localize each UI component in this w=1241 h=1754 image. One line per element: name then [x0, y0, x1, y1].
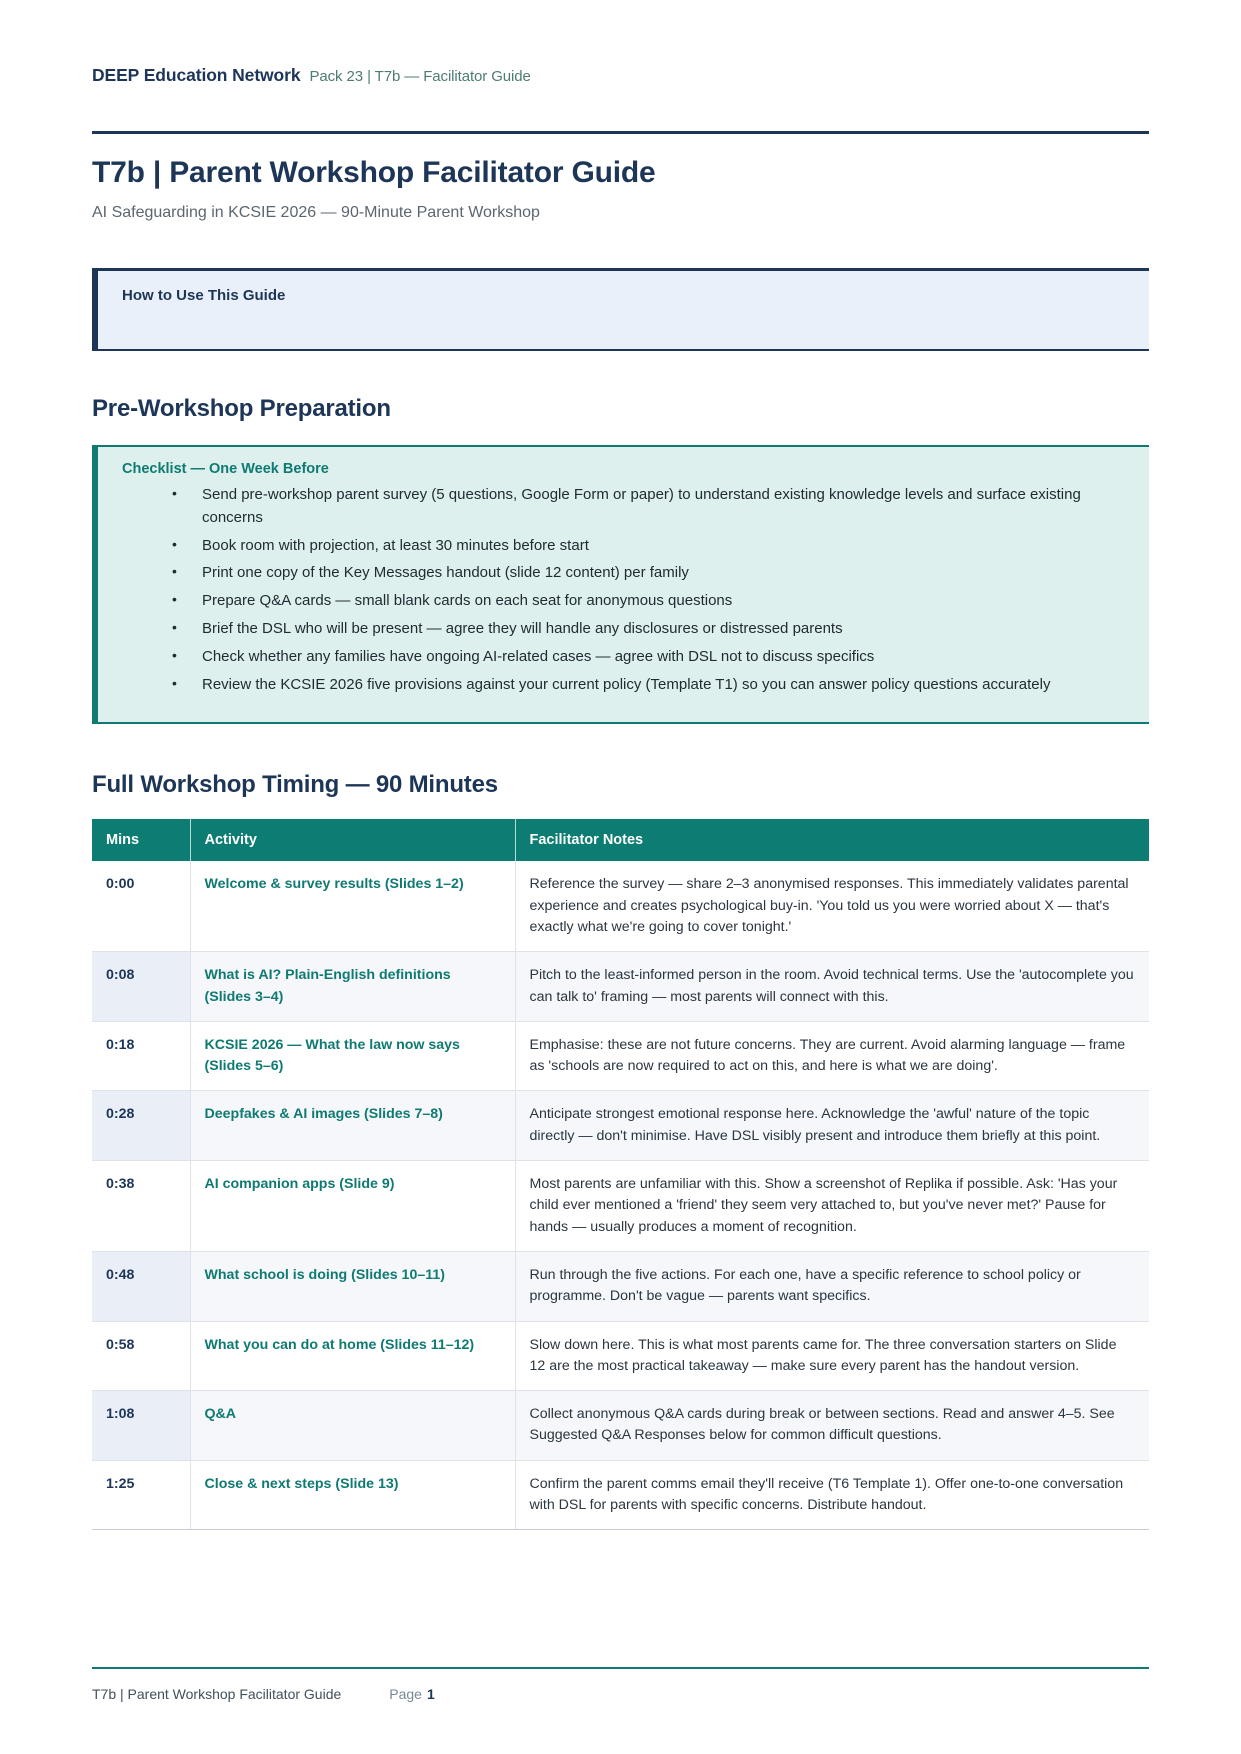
checklist-item [122, 535, 1129, 558]
bullet-icon: • [172, 591, 177, 608]
table-row [92, 1321, 1149, 1391]
cell-facilitator-notes: Confirm the parent comms email they'll receive (T6 Template 1). Offer one-to-one conversation with DSL for parents with specific concerns. Distribute handout. [515, 1460, 1149, 1530]
checklist-item [122, 674, 1129, 697]
checklist-item-text: Review the KCSIE 2026 five provisions against your current policy (Template T1) so you can answer policy questions accurately [202, 675, 1051, 693]
cell-facilitator-notes: Anticipate strongest emotional response here. Acknowledge the 'awful' nature of the topic directly — don't minimise. Have DSL visibly present and introduce them briefly at this point. [515, 1091, 1149, 1161]
checklist-item-text: Check whether any families have ongoing AI-related cases — agree with DSL not to discuss specifics [202, 647, 875, 665]
checklist-callout [92, 445, 1149, 722]
page-title: T7b | Parent Workshop Facilitator Guide [92, 156, 656, 189]
cell-facilitator-notes: Emphasise: these are not future concerns. They are current. Avoid alarming language — frame as 'schools are now required to act on this, and here is what we are doing'. [515, 1021, 1149, 1091]
checklist-item-text: Book room with projection, at least 30 minutes before start [202, 536, 589, 554]
cell-mins: 0:38 [92, 1161, 190, 1252]
brand-name: DEEP Education Network [92, 65, 301, 85]
cell-facilitator-notes: Pitch to the least-informed person in the room. Avoid technical terms. Use the 'autocomplete you can talk to' framing — most parents will connect with this. [515, 952, 1149, 1022]
bullet-icon: • [172, 674, 177, 691]
page-subtitle: AI Safeguarding in KCSIE 2026 — 90-Minute Parent Workshop [92, 204, 540, 221]
cell-activity: Q&A [190, 1391, 515, 1461]
cell-facilitator-notes: Reference the survey — share 2–3 anonymised responses. This immediately validates parental experience and creates psychological buy-in. 'You told us you were worried about X — that's exactly what we're going to cover tonight.' [515, 861, 1149, 951]
cell-mins: 0:18 [92, 1021, 190, 1091]
footer-page-indicator [389, 1686, 435, 1702]
checklist-item [122, 484, 1129, 530]
footer-page-number: 1 [426, 1686, 435, 1702]
bullet-icon: • [172, 618, 177, 635]
pack-reference: Pack 23 | T7b — Facilitator Guide [309, 68, 531, 85]
how-to-use-heading: How to Use This Guide [122, 287, 286, 304]
checklist-list [122, 484, 1129, 696]
cell-mins: 1:25 [92, 1460, 190, 1530]
bullet-icon: • [172, 485, 177, 501]
column-header-activity: Activity [190, 819, 515, 861]
cell-mins: 0:48 [92, 1251, 190, 1321]
cell-facilitator-notes: Slow down here. This is what most parents came for. The three conversation starters on Slide 12 are the most practical takeaway — make sure every parent has the handout version. [515, 1321, 1149, 1391]
cell-mins: 0:28 [92, 1091, 190, 1161]
cell-activity: What school is doing (Slides 10–11) [190, 1251, 515, 1321]
callout-bottom-divider [92, 349, 1149, 351]
cell-activity: What you can do at home (Slides 11–12) [190, 1321, 515, 1391]
cell-mins: 0:58 [92, 1321, 190, 1391]
table-header-row [92, 819, 1149, 861]
section-heading-timing: Full Workshop Timing — 90 Minutes [92, 771, 498, 799]
workshop-timing-table [92, 819, 1149, 1530]
checklist-item-text: Prepare Q&A cards — small blank cards on each seat for anonymous questions [202, 592, 733, 610]
table-body [92, 861, 1149, 1529]
cell-facilitator-notes: Run through the five actions. For each one, have a specific reference to school policy or programme. Don't be vague — parents want specifics. [515, 1251, 1149, 1321]
checklist-item [122, 618, 1129, 641]
table-row [92, 861, 1149, 951]
footer-page-label: Page [389, 1686, 422, 1702]
footer-divider [92, 1667, 1149, 1669]
checklist-bottom-divider [92, 722, 1149, 724]
table-row [92, 1251, 1149, 1321]
cell-mins: 1:08 [92, 1391, 190, 1461]
how-to-use-callout [92, 271, 1149, 349]
section-heading-preparation: Pre-Workshop Preparation [92, 395, 391, 422]
cell-activity: What is AI? Plain-English definitions (Slides 3–4) [190, 952, 515, 1022]
column-header-facilitator-notes: Facilitator Notes [515, 819, 1149, 861]
title-divider [92, 131, 1149, 134]
table-header [92, 819, 1149, 861]
checklist-item [122, 646, 1129, 669]
running-header [92, 55, 1149, 90]
page-footer [92, 1667, 1149, 1702]
cell-facilitator-notes: Most parents are unfamiliar with this. Show a screenshot of Replika if possible. Ask: 'Has your child ever mentioned a 'friend' they seem very attached to, but you've never met?' Pause for hands — usually produces a moment of recognition. [515, 1161, 1149, 1252]
checklist-item-text: Brief the DSL who will be present — agree they will handle any disclosures or distressed parents [202, 619, 843, 637]
footer-document-label: T7b | Parent Workshop Facilitator Guide [92, 1686, 342, 1702]
table-row [92, 1460, 1149, 1530]
checklist-item-text: Send pre-workshop parent survey (5 questions, Google Form or paper) to understand existing knowledge levels and surface existing concerns [202, 486, 1081, 526]
bullet-icon: • [172, 563, 177, 580]
checklist-item-text: Print one copy of the Key Messages handout (slide 12 content) per family [202, 564, 689, 582]
footer-row [92, 1686, 1149, 1702]
checklist-item [122, 590, 1129, 613]
cell-activity: AI companion apps (Slide 9) [190, 1161, 515, 1252]
bullet-icon: • [172, 646, 177, 663]
cell-facilitator-notes: Collect anonymous Q&A cards during break or between sections. Read and answer 4–5. See Suggested Q&A Responses below for common difficult questions. [515, 1391, 1149, 1461]
checklist-item [122, 562, 1129, 585]
table-row [92, 952, 1149, 1022]
column-header-mins: Mins [92, 819, 190, 861]
table-row [92, 1391, 1149, 1461]
table-row [92, 1091, 1149, 1161]
cell-activity: KCSIE 2026 — What the law now says (Slides 5–6) [190, 1021, 515, 1091]
bullet-icon: • [172, 535, 177, 552]
checklist-title: Checklist — One Week Before [122, 461, 329, 477]
table-row [92, 1161, 1149, 1252]
cell-mins: 0:00 [92, 861, 190, 951]
cell-mins: 0:08 [92, 952, 190, 1022]
cell-activity: Welcome & survey results (Slides 1–2) [190, 861, 515, 951]
table-row [92, 1021, 1149, 1091]
cell-activity: Deepfakes & AI images (Slides 7–8) [190, 1091, 515, 1161]
cell-activity: Close & next steps (Slide 13) [190, 1460, 515, 1530]
